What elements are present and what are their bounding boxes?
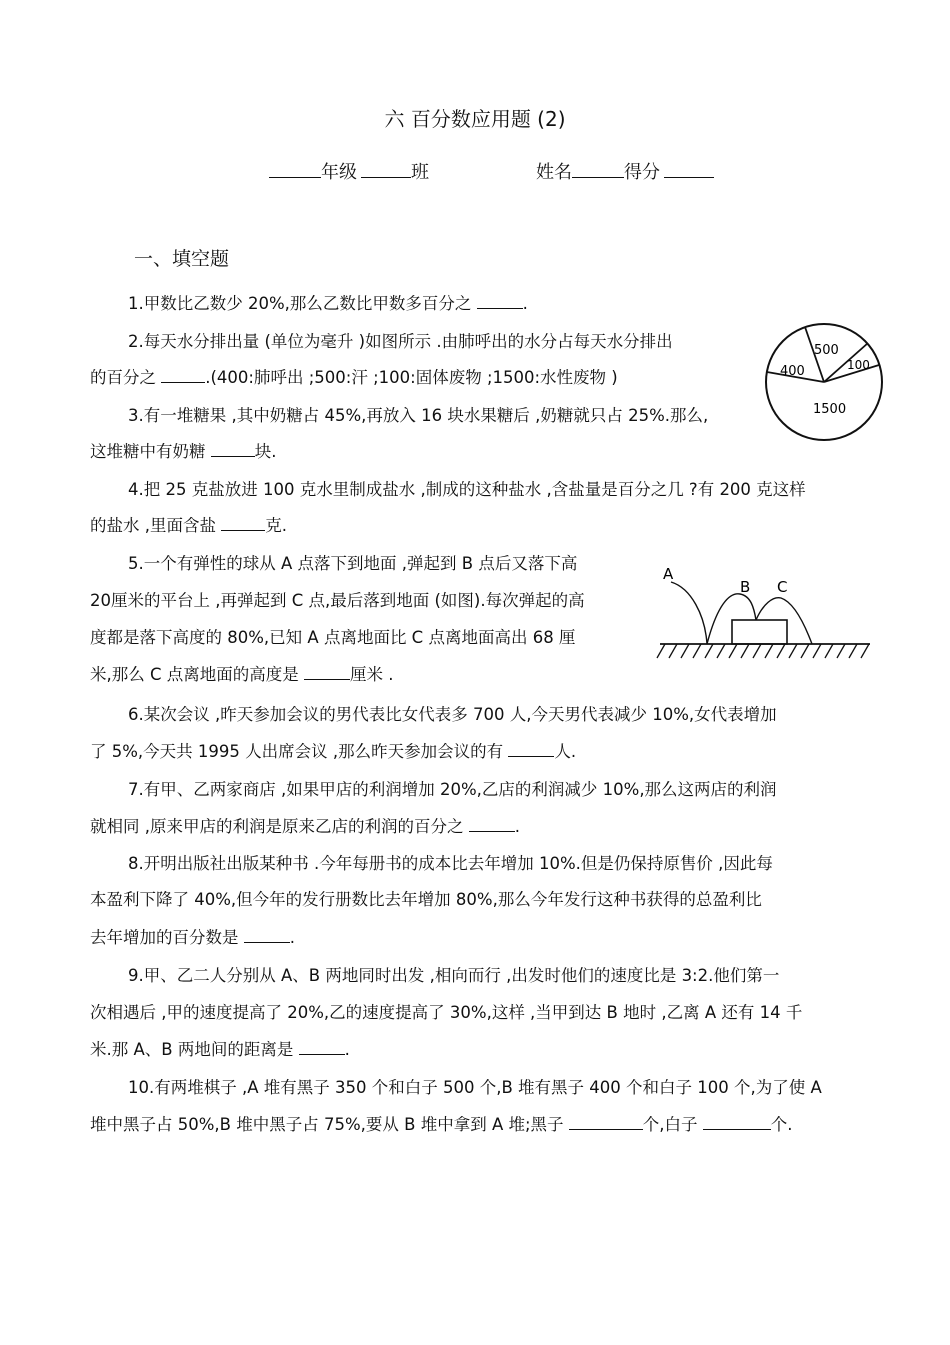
q10-white-blank [703, 1113, 771, 1131]
q6-end: 人. [554, 742, 577, 761]
q10-mid: 个,白子 [642, 1115, 703, 1134]
q4-end: 克. [265, 516, 287, 535]
q9-text: 米.那 A、B 两地间的距离是 [90, 1040, 299, 1059]
pie-label-1500: 1500 [813, 402, 847, 417]
question-2-line-1: 2.每天水分排出量 (单位为毫升 )如图所示 .由肺呼出的水分占每天水分排出 [128, 332, 673, 351]
q10-end: 个. [770, 1115, 793, 1134]
question-3-line-2 [90, 438, 277, 462]
pie-label-100: 100 [847, 358, 870, 372]
question-8-line-1: 8.开明出版社出版某种书 .今年每册书的成本比去年增加 10%.但是仍保持原售价 ,因此每 [128, 854, 773, 873]
q3-blank [211, 440, 255, 458]
question-3-line-1: 3.有一堆糖果 ,其中奶糖占 45%,再放入 16 块水果糖后 ,奶糖就只占 25%.那么, [128, 406, 709, 425]
q5-blank [304, 663, 350, 681]
section-heading: 一、填空题 [134, 248, 230, 270]
bounce-path-c [756, 598, 812, 644]
question-4-line-2 [90, 512, 287, 536]
point-a-label: A [663, 565, 674, 583]
q8-text: 去年增加的百分数是 [90, 928, 244, 947]
question-5-line-4 [90, 661, 394, 685]
grade-label: 年级 [321, 162, 357, 183]
q6-blank [508, 740, 554, 758]
q7-end: . [514, 817, 520, 836]
water-pie-chart [762, 322, 888, 442]
platform [732, 620, 787, 644]
question-10-line-2 [90, 1111, 793, 1135]
class-label: 班 [411, 162, 429, 183]
question-8-line-3 [90, 924, 295, 948]
question-6-line-1: 6.某次会议 ,昨天参加会议的男代表比女代表多 700 人,今天男代表减少 10%,女代表增加 [128, 705, 777, 724]
q9-end: . [344, 1040, 350, 1059]
q2-end: .(400:肺呼出 ;500:汗 ;100:固体废物 ;1500:水性废物 ) [205, 368, 618, 387]
question-5-line-1: 5.一个有弹性的球从 A 点落下到地面 ,弹起到 B 点后又落下高 [128, 554, 578, 573]
q10-black-blank [569, 1113, 643, 1131]
point-c-label: C [777, 578, 788, 596]
q9-blank [299, 1038, 345, 1056]
ball-bounce-figure [655, 560, 875, 665]
q5-text: 米,那么 C 点离地面的高度是 [90, 665, 305, 684]
name-blank [572, 159, 624, 178]
question-9-line-3 [90, 1036, 350, 1060]
name-score-line [536, 158, 714, 184]
point-b-label: B [740, 578, 751, 596]
q7-text: 就相同 ,原来甲店的利润是原来乙店的利润的百分之 [90, 817, 469, 836]
score-label: 得分 [624, 162, 660, 183]
q2-text: 的百分之 [90, 368, 162, 387]
question-2-line-2 [90, 364, 618, 388]
question-5-line-2: 20厘米的平台上 ,再弹起到 C 点,最后落到地面 (如图).每次弹起的高 [90, 591, 585, 610]
question-6-line-2 [90, 738, 576, 762]
question-1 [128, 290, 528, 314]
fall-path-a [671, 582, 707, 644]
grade-blank [269, 159, 321, 178]
q7-blank [469, 815, 515, 833]
q4-blank [221, 514, 265, 532]
q8-blank [244, 926, 290, 944]
q1-end: . [522, 294, 528, 313]
q6-text: 了 5%,今天共 1995 人出席会议 ,那么昨天参加会议的有 [90, 742, 509, 761]
q5-end: 厘米 . [350, 665, 394, 684]
q4-text: 的盐水 ,里面含盐 [90, 516, 222, 535]
question-4-line-1: 4.把 25 克盐放进 100 克水里制成盐水 ,制成的这种盐水 ,含盐量是百分之几 ?有 200 克这样 [128, 480, 806, 499]
question-10-line-1: 10.有两堆棋子 ,A 堆有黑子 350 个和白子 500 个,B 堆有黑子 400 个和白子 100 个,为了使 A [128, 1078, 822, 1097]
q3-text: 这堆糖中有奶糖 [90, 442, 211, 461]
score-blank [664, 159, 714, 178]
question-9-line-1: 9.甲、乙二人分别从 A、B 两地同时出发 ,相向而行 ,出发时他们的速度比是 3:2.他们第一 [128, 966, 780, 985]
question-9-line-2: 次相遇后 ,甲的速度提高了 20%,乙的速度提高了 30%,这样 ,当甲到达 B 地时 ,乙离 A 还有 14 千 [90, 1003, 803, 1022]
q10-text: 堆中黑子占 50%,B 堆中黑子占 75%,要从 B 堆中拿到 A 堆;黑子 [90, 1115, 569, 1134]
question-8-line-2: 本盈利下降了 40%,但今年的发行册数比去年增加 80%,那么今年发行这种书获得的总盈利比 [90, 890, 762, 909]
question-7-line-1: 7.有甲、乙两家商店 ,如果甲店的利润增加 20%,乙店的利润减少 10%,那么这两店的利润 [128, 780, 777, 799]
question-5-line-3: 度都是落下高度的 80%,已知 A 点离地面比 C 点离地面高出 68 厘 [90, 628, 576, 647]
q2-blank [161, 366, 205, 384]
q8-end: . [289, 928, 295, 947]
q1-text: 1.甲数比乙数少 20%,那么乙数比甲数多百分之 [128, 294, 477, 313]
pie-label-500: 500 [814, 343, 839, 358]
name-label: 姓名 [536, 162, 572, 183]
q1-blank [477, 292, 523, 310]
pie-label-400: 400 [780, 364, 805, 379]
q3-end: 块. [254, 442, 277, 461]
student-info-line [269, 158, 429, 184]
ground-hatching [657, 644, 869, 658]
question-7-line-2 [90, 813, 520, 837]
page-title: 六 百分数应用题 (2) [384, 107, 566, 131]
class-blank [361, 159, 411, 178]
